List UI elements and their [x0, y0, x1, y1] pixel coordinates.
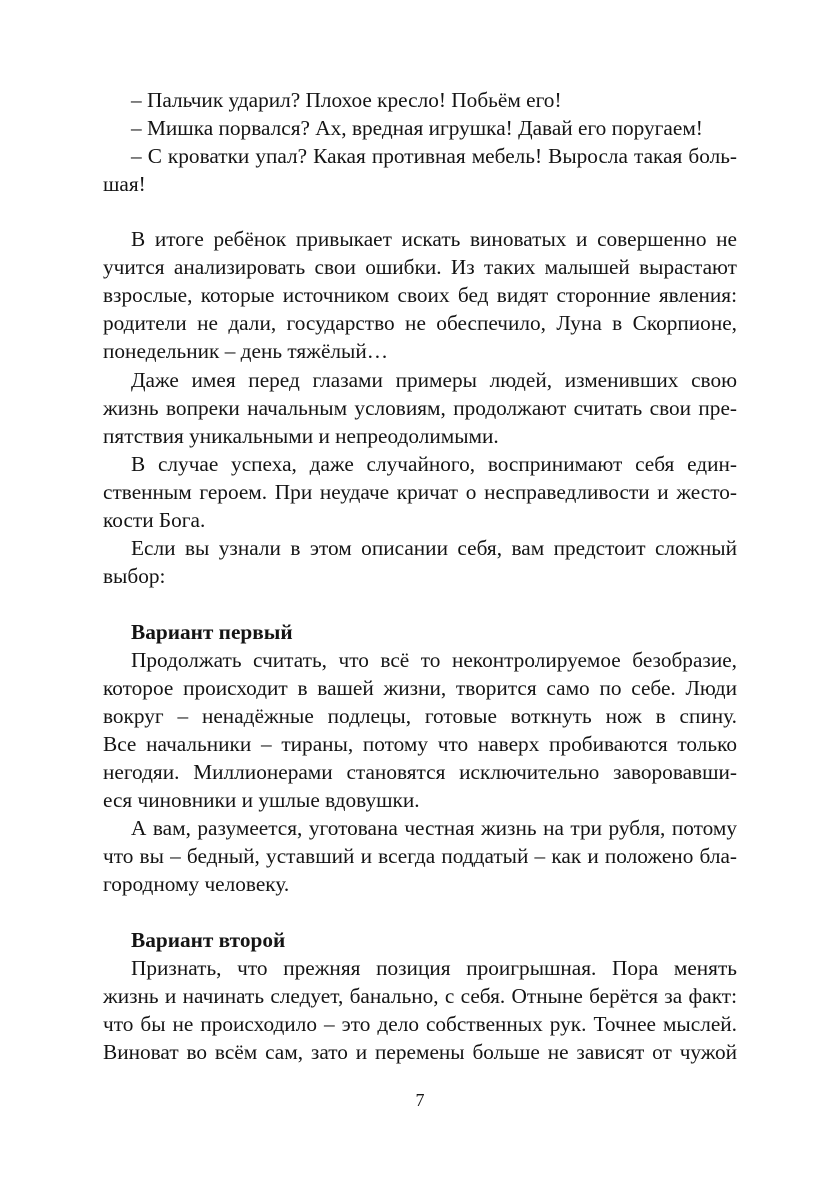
text-line: Признать, что прежняя позиция проигрышная. Пора менять	[131, 956, 737, 980]
text-line: что бы не происходило – это дело собственных рук. Точнее мыслей.	[103, 1012, 737, 1036]
text-line: В случае успеха, даже случайного, воспринимают себя един-	[131, 452, 737, 476]
text-line: выбор:	[103, 564, 166, 588]
text-line: кости Бога.	[103, 508, 206, 532]
text-line: вокруг – ненадёжные подлецы, готовые воткнуть нож в спину.	[103, 704, 737, 728]
text-line: которое происходит в вашей жизни, творится само по себе. Люди	[103, 676, 737, 700]
text-line: родители не дали, государство не обеспечило, Луна в Скорпионе,	[103, 311, 737, 335]
text-line: А вам, разумеется, уготована честная жизнь на три рубля, потому	[131, 816, 737, 840]
text-line: понедельник – день тяжёлый…	[103, 339, 389, 363]
text-line: – С кроватки упал? Какая противная мебель! Выросла такая боль-	[131, 144, 737, 168]
text-line: Если вы узнали в этом описании себя, вам предстоит сложный	[131, 536, 737, 560]
text-line: городному человеку.	[103, 872, 290, 896]
text-line: – Пальчик ударил? Плохое кресло! Побьём его!	[131, 88, 562, 112]
text-line: что вы – бедный, уставший и всегда поддатый – как и положено бла-	[103, 844, 737, 868]
text-line: жизнь вопреки начальным условиям, продолжают считать свои пре-	[103, 396, 737, 420]
text-line: пятствия уникальными и непреодолимыми.	[103, 424, 499, 448]
text-line: негодяи. Миллионерами становятся исключительно заворовавши-	[103, 760, 737, 784]
text-line: – Мишка порвался? Ах, вредная игрушка! Давай его поругаем!	[131, 116, 703, 140]
text-line: Продолжать считать, что всё то неконтролируемое безобразие,	[131, 648, 737, 672]
text-line: Все начальники – тираны, потому что наверх пробиваются только	[103, 732, 737, 756]
text-line: Виноват во всём сам, зато и перемены больше не зависят от чужой	[103, 1040, 737, 1064]
text-line: взрослые, которые источником своих бед видят сторонние явления:	[103, 283, 737, 307]
page-number: 7	[415, 1090, 425, 1110]
text-line: учится анализировать свои ошибки. Из таких малышей вырастают	[103, 255, 737, 279]
section-heading: Вариант первый	[131, 620, 293, 644]
text-line: еся чиновники и ушлые вдовушки.	[103, 788, 420, 812]
section-heading: Вариант второй	[131, 928, 286, 952]
book-page	[103, 0, 737, 1191]
text-line: В итоге ребёнок привыкает искать виноватых и совершенно не	[131, 227, 737, 251]
text-line: жизнь и начинать следует, банально, с себя. Отныне берётся за факт:	[103, 984, 737, 1008]
text-line: Даже имея перед глазами примеры людей, изменивших свою	[131, 368, 737, 392]
text-line: ственным героем. При неудаче кричат о несправедливости и жесто-	[103, 480, 737, 504]
text-line: шая!	[103, 172, 146, 196]
